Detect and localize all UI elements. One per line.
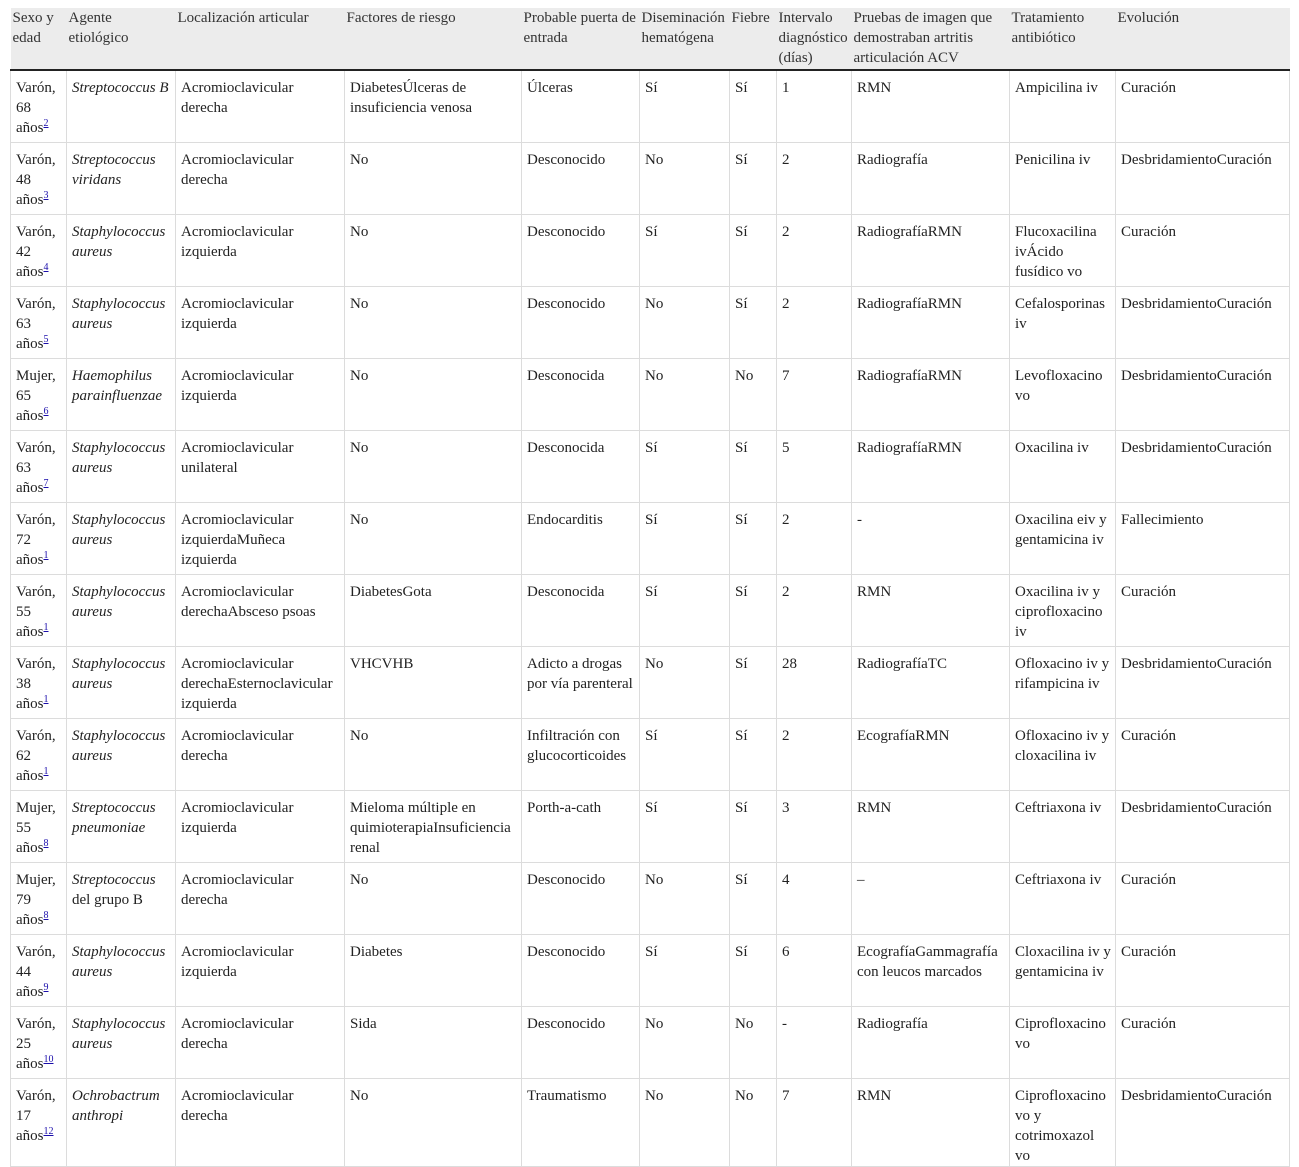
- cell-sex-age: [11, 503, 67, 575]
- table-row: [11, 647, 1290, 719]
- cell-outcome: DesbridamientoCuración: [1116, 359, 1290, 431]
- cell-sex-age: [11, 647, 67, 719]
- cell-imaging: RMN: [852, 575, 1010, 647]
- agent-name-italic: Staphylococcus aureus: [72, 584, 166, 620]
- sex-age-text: Varón, 44 años: [16, 944, 56, 1000]
- table-row: [11, 863, 1290, 935]
- cell-treatment: Ciprofloxacino vo y cotrimoxazol vo: [1010, 1079, 1116, 1167]
- cell-outcome: Curación: [1116, 575, 1290, 647]
- agent-name-italic: Staphylococcus aureus: [72, 728, 166, 764]
- cell-imaging: RadiografíaRMN: [852, 431, 1010, 503]
- header-fever: Fiebre: [730, 8, 777, 70]
- cell-location: Acromioclavicular derecha: [176, 863, 345, 935]
- sex-age-text: Varón, 63 años: [16, 296, 56, 352]
- sex-age-text: Mujer, 79 años: [16, 872, 56, 928]
- agent-name-italic: Staphylococcus aureus: [72, 440, 166, 476]
- cell-agent: [67, 935, 176, 1007]
- cell-interval: 2: [777, 287, 852, 359]
- case-table: [10, 8, 1290, 1167]
- cell-entry: Desconocida: [522, 359, 640, 431]
- cell-entry: Desconocido: [522, 143, 640, 215]
- cell-hematogenous: Sí: [640, 70, 730, 143]
- cell-risk-factors: No: [345, 863, 522, 935]
- cell-hematogenous: Sí: [640, 575, 730, 647]
- cell-hematogenous: Sí: [640, 719, 730, 791]
- cell-treatment: Oxacilina eiv y gentamicina iv: [1010, 503, 1116, 575]
- cell-outcome: Curación: [1116, 719, 1290, 791]
- cell-imaging: RadiografíaRMN: [852, 215, 1010, 287]
- header-interval: Intervalo diagnóstico (días): [777, 8, 852, 70]
- cell-hematogenous: Sí: [640, 431, 730, 503]
- cell-outcome: DesbridamientoCuración: [1116, 1079, 1290, 1167]
- cell-treatment: Cloxacilina iv y gentamicina iv: [1010, 935, 1116, 1007]
- agent-name-italic: Staphylococcus aureus: [72, 224, 166, 260]
- table-row: [11, 1079, 1290, 1167]
- cell-risk-factors: Mieloma múltiple en quimioterapiaInsuficiencia renal: [345, 791, 522, 863]
- cell-agent: [67, 287, 176, 359]
- table-row: [11, 503, 1290, 575]
- sex-age-text: Mujer, 55 años: [16, 800, 56, 856]
- cell-interval: 2: [777, 719, 852, 791]
- cell-risk-factors: No: [345, 431, 522, 503]
- reference-link[interactable]: 8: [43, 838, 49, 849]
- cell-hematogenous: No: [640, 647, 730, 719]
- cell-agent: [67, 719, 176, 791]
- cell-sex-age: [11, 719, 67, 791]
- header-hematogenous: Diseminación hematógena: [640, 8, 730, 70]
- cell-sex-age: [11, 863, 67, 935]
- cell-imaging: Radiografía: [852, 143, 1010, 215]
- agent-name-italic: Staphylococcus aureus: [72, 512, 166, 548]
- cell-hematogenous: Sí: [640, 791, 730, 863]
- cell-location: Acromioclavicular derecha: [176, 1007, 345, 1079]
- agent-name-italic: Staphylococcus aureus: [72, 944, 166, 980]
- cell-fever: Sí: [730, 215, 777, 287]
- cell-outcome: Fallecimiento: [1116, 503, 1290, 575]
- cell-outcome: DesbridamientoCuración: [1116, 287, 1290, 359]
- cell-location: Acromioclavicular izquierdaMuñeca izquierda: [176, 503, 345, 575]
- cell-fever: No: [730, 359, 777, 431]
- cell-interval: -: [777, 1007, 852, 1079]
- cell-risk-factors: No: [345, 287, 522, 359]
- cell-interval: 5: [777, 431, 852, 503]
- cell-treatment: Penicilina iv: [1010, 143, 1116, 215]
- cell-fever: No: [730, 1079, 777, 1167]
- cell-location: Acromioclavicular derecha: [176, 143, 345, 215]
- sex-age-text: Varón, 63 años: [16, 440, 56, 496]
- cell-hematogenous: No: [640, 287, 730, 359]
- sex-age-text: Mujer, 65 años: [16, 368, 56, 424]
- cell-sex-age: [11, 1079, 67, 1167]
- cell-sex-age: [11, 287, 67, 359]
- reference-link[interactable]: 9: [43, 982, 49, 993]
- cell-outcome: Curación: [1116, 935, 1290, 1007]
- reference-link[interactable]: 3: [43, 190, 49, 201]
- table-row: [11, 70, 1290, 143]
- cell-location: Acromioclavicular izquierda: [176, 287, 345, 359]
- cell-imaging: -: [852, 503, 1010, 575]
- cell-fever: Sí: [730, 575, 777, 647]
- table-row: [11, 1007, 1290, 1079]
- cell-agent: [67, 1007, 176, 1079]
- cell-outcome: DesbridamientoCuración: [1116, 143, 1290, 215]
- cell-imaging: –: [852, 863, 1010, 935]
- cell-location: Acromioclavicular derecha: [176, 719, 345, 791]
- cell-sex-age: [11, 431, 67, 503]
- table-row: [11, 359, 1290, 431]
- cell-agent: [67, 863, 176, 935]
- cell-treatment: Ciprofloxacino vo: [1010, 1007, 1116, 1079]
- cell-entry: Desconocido: [522, 287, 640, 359]
- cell-imaging: EcografíaGammagrafía con leucos marcados: [852, 935, 1010, 1007]
- table-row: [11, 143, 1290, 215]
- cell-location: Acromioclavicular izquierda: [176, 215, 345, 287]
- header-entry: Probable puerta de entrada: [522, 8, 640, 70]
- cell-interval: 3: [777, 791, 852, 863]
- cell-outcome: Curación: [1116, 863, 1290, 935]
- cell-fever: Sí: [730, 287, 777, 359]
- cell-outcome: DesbridamientoCuración: [1116, 791, 1290, 863]
- cell-outcome: DesbridamientoCuración: [1116, 431, 1290, 503]
- header-location: Localización articular: [176, 8, 345, 70]
- cell-sex-age: [11, 70, 67, 143]
- cell-treatment: Levofloxacino vo: [1010, 359, 1116, 431]
- cell-imaging: RadiografíaRMN: [852, 287, 1010, 359]
- cell-interval: 6: [777, 935, 852, 1007]
- cell-interval: 4: [777, 863, 852, 935]
- sex-age-text: Varón, 17 años: [16, 1088, 56, 1144]
- table-row: [11, 719, 1290, 791]
- cell-sex-age: [11, 575, 67, 647]
- cell-imaging: RMN: [852, 70, 1010, 143]
- cell-entry: Infiltración con glucocorticoides: [522, 719, 640, 791]
- cell-sex-age: [11, 1007, 67, 1079]
- cell-imaging: EcografíaRMN: [852, 719, 1010, 791]
- cell-interval: 2: [777, 143, 852, 215]
- cell-treatment: Ofloxacino iv y cloxacilina iv: [1010, 719, 1116, 791]
- reference-link[interactable]: 1: [43, 694, 49, 705]
- cell-location: Acromioclavicular izquierda: [176, 359, 345, 431]
- reference-link[interactable]: 1: [43, 766, 49, 777]
- table-row: [11, 215, 1290, 287]
- agent-name-italic: Streptococcus: [72, 872, 156, 888]
- reference-link[interactable]: 1: [43, 622, 49, 633]
- agent-name-italic: Streptococcus B: [72, 80, 169, 96]
- cell-outcome: Curación: [1116, 215, 1290, 287]
- table-row: [11, 431, 1290, 503]
- cell-hematogenous: No: [640, 1079, 730, 1167]
- reference-link[interactable]: 1: [43, 550, 49, 561]
- agent-name-italic: Streptococcus pneumoniae: [72, 800, 156, 836]
- cell-outcome: DesbridamientoCuración: [1116, 647, 1290, 719]
- cell-outcome: Curación: [1116, 70, 1290, 143]
- cell-location: Acromioclavicular derechaAbsceso psoas: [176, 575, 345, 647]
- cell-fever: Sí: [730, 719, 777, 791]
- header-risk-factors: Factores de riesgo: [345, 8, 522, 70]
- sex-age-text: Varón, 72 años: [16, 512, 56, 568]
- cell-hematogenous: No: [640, 1007, 730, 1079]
- cell-risk-factors: VHCVHB: [345, 647, 522, 719]
- cell-fever: Sí: [730, 935, 777, 1007]
- cell-fever: Sí: [730, 863, 777, 935]
- cell-interval: 7: [777, 1079, 852, 1167]
- header-treatment: Tratamiento antibiótico: [1010, 8, 1116, 70]
- header-outcome: Evolución: [1116, 8, 1290, 70]
- cell-location: Acromioclavicular derecha: [176, 70, 345, 143]
- cell-agent: [67, 431, 176, 503]
- cell-sex-age: [11, 143, 67, 215]
- cell-risk-factors: No: [345, 503, 522, 575]
- cell-entry: Porth-a-cath: [522, 791, 640, 863]
- sex-age-text: Varón, 42 años: [16, 224, 56, 280]
- cell-treatment: Ceftriaxona iv: [1010, 863, 1116, 935]
- cell-sex-age: [11, 935, 67, 1007]
- cell-location: Acromioclavicular derechaEsternoclavicular izquierda: [176, 647, 345, 719]
- cell-fever: Sí: [730, 647, 777, 719]
- agent-name-italic: Staphylococcus aureus: [72, 656, 166, 692]
- cell-risk-factors: No: [345, 719, 522, 791]
- cell-hematogenous: No: [640, 359, 730, 431]
- reference-link[interactable]: 7: [43, 478, 49, 489]
- agent-name-italic: Haemophilus parainfluenzae: [72, 368, 162, 404]
- cell-treatment: Ampicilina iv: [1010, 70, 1116, 143]
- cell-hematogenous: No: [640, 143, 730, 215]
- cell-entry: Traumatismo: [522, 1079, 640, 1167]
- cell-location: Acromioclavicular izquierda: [176, 791, 345, 863]
- cell-hematogenous: No: [640, 863, 730, 935]
- cell-entry: Endocarditis: [522, 503, 640, 575]
- cell-entry: Desconocido: [522, 935, 640, 1007]
- cell-entry: Úlceras: [522, 70, 640, 143]
- cell-agent: [67, 791, 176, 863]
- cell-risk-factors: No: [345, 215, 522, 287]
- cell-treatment: Flucoxacilina ivÁcido fusídico vo: [1010, 215, 1116, 287]
- cell-agent: [67, 647, 176, 719]
- sex-age-text: Varón, 38 años: [16, 656, 56, 712]
- cell-imaging: RMN: [852, 1079, 1010, 1167]
- cell-interval: 2: [777, 503, 852, 575]
- cell-entry: Adicto a drogas por vía parenteral: [522, 647, 640, 719]
- cell-fever: Sí: [730, 431, 777, 503]
- cell-hematogenous: Sí: [640, 935, 730, 1007]
- cell-imaging: RadiografíaTC: [852, 647, 1010, 719]
- cell-risk-factors: Sida: [345, 1007, 522, 1079]
- cell-agent: [67, 215, 176, 287]
- agent-name-italic: Staphylococcus aureus: [72, 1016, 166, 1052]
- case-table-container: [10, 8, 1289, 1167]
- agent-name-plain: del grupo B: [72, 892, 143, 908]
- cell-risk-factors: Diabetes: [345, 935, 522, 1007]
- reference-link[interactable]: 5: [43, 334, 49, 345]
- sex-age-text: Varón, 55 años: [16, 584, 56, 640]
- table-row: [11, 287, 1290, 359]
- cell-fever: Sí: [730, 70, 777, 143]
- cell-agent: [67, 359, 176, 431]
- table-row: [11, 935, 1290, 1007]
- reference-link[interactable]: 6: [43, 406, 49, 417]
- agent-name-italic: Staphylococcus aureus: [72, 296, 166, 332]
- cell-agent: [67, 70, 176, 143]
- reference-link[interactable]: 10: [43, 1054, 54, 1065]
- cell-sex-age: [11, 215, 67, 287]
- header-row: [11, 8, 1290, 70]
- cell-agent: [67, 1079, 176, 1167]
- cell-entry: Desconocida: [522, 431, 640, 503]
- sex-age-text: Varón, 25 años: [16, 1016, 56, 1072]
- cell-location: Acromioclavicular derecha: [176, 1079, 345, 1167]
- cell-fever: Sí: [730, 503, 777, 575]
- cell-sex-age: [11, 791, 67, 863]
- cell-treatment: Cefalosporinas iv: [1010, 287, 1116, 359]
- cell-sex-age: [11, 359, 67, 431]
- cell-risk-factors: No: [345, 359, 522, 431]
- reference-link[interactable]: 12: [43, 1126, 54, 1137]
- reference-link[interactable]: 8: [43, 910, 49, 921]
- sex-age-text: Varón, 62 años: [16, 728, 56, 784]
- cell-fever: Sí: [730, 791, 777, 863]
- cell-entry: Desconocido: [522, 1007, 640, 1079]
- cell-treatment: Oxacilina iv y ciprofloxacino iv: [1010, 575, 1116, 647]
- cell-imaging: RMN: [852, 791, 1010, 863]
- cell-risk-factors: No: [345, 143, 522, 215]
- cell-hematogenous: Sí: [640, 503, 730, 575]
- cell-treatment: Oxacilina iv: [1010, 431, 1116, 503]
- sex-age-text: Varón, 68 años: [16, 80, 56, 136]
- cell-interval: 1: [777, 70, 852, 143]
- cell-entry: Desconocida: [522, 575, 640, 647]
- cell-agent: [67, 503, 176, 575]
- cell-treatment: Ofloxacino iv y rifampicina iv: [1010, 647, 1116, 719]
- cell-interval: 2: [777, 575, 852, 647]
- cell-risk-factors: No: [345, 1079, 522, 1167]
- cell-risk-factors: DiabetesÚlceras de insuficiencia venosa: [345, 70, 522, 143]
- table-row: [11, 575, 1290, 647]
- cell-interval: 2: [777, 215, 852, 287]
- cell-entry: Desconocido: [522, 215, 640, 287]
- reference-link[interactable]: 2: [43, 118, 49, 129]
- cell-agent: [67, 575, 176, 647]
- table-row: [11, 791, 1290, 863]
- agent-name-italic: Ochrobactrum anthropi: [72, 1088, 160, 1124]
- cell-fever: Sí: [730, 143, 777, 215]
- cell-interval: 7: [777, 359, 852, 431]
- cell-location: Acromioclavicular izquierda: [176, 935, 345, 1007]
- cell-hematogenous: Sí: [640, 215, 730, 287]
- header-sex-age: Sexo y edad: [11, 8, 67, 70]
- cell-outcome: Curación: [1116, 1007, 1290, 1079]
- cell-risk-factors: DiabetesGota: [345, 575, 522, 647]
- cell-interval: 28: [777, 647, 852, 719]
- header-imaging: Pruebas de imagen que demostraban artritis articulación ACV: [852, 8, 1010, 70]
- cell-imaging: Radiografía: [852, 1007, 1010, 1079]
- cell-fever: No: [730, 1007, 777, 1079]
- header-agent: Agente etiológico: [67, 8, 176, 70]
- table-body: [11, 70, 1290, 1167]
- reference-link[interactable]: 4: [43, 262, 49, 273]
- cell-agent: [67, 143, 176, 215]
- cell-treatment: Ceftriaxona iv: [1010, 791, 1116, 863]
- cell-entry: Desconocido: [522, 863, 640, 935]
- agent-name-italic: Streptococcus viridans: [72, 152, 156, 188]
- sex-age-text: Varón, 48 años: [16, 152, 56, 208]
- cell-imaging: RadiografíaRMN: [852, 359, 1010, 431]
- cell-location: Acromioclavicular unilateral: [176, 431, 345, 503]
